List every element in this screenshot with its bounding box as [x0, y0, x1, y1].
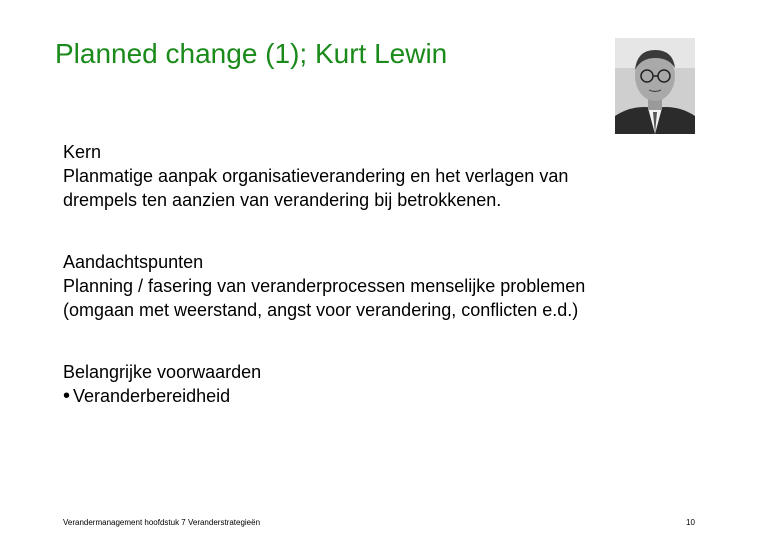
section-heading: Kern [63, 142, 102, 162]
page-number: 10 [686, 518, 695, 527]
section-voorwaarden [63, 360, 703, 408]
section-line: (omgaan met weerstand, angst voor verandering, conflicten e.d.) [63, 300, 579, 320]
portrait-image [615, 38, 695, 134]
section-heading: Belangrijke voorwaarden [63, 362, 262, 382]
section-line: Planmatige aanpak organisatieverandering en het verlagen van [63, 166, 569, 186]
section-heading: Aandachtspunten [63, 252, 204, 272]
slide-title: Planned change (1); Kurt Lewin [55, 38, 448, 69]
section-line: Planning / fasering van veranderprocessen menselijke problemen [63, 276, 586, 296]
portrait-photo [615, 38, 695, 134]
section-line: drempels ten aanzien van verandering bij betrokkenen. [63, 190, 502, 210]
section-kern [63, 140, 663, 212]
bullet-text: Veranderbereidheid [73, 386, 231, 406]
bullet-item [63, 384, 703, 408]
section-aandachtspunten [63, 250, 703, 322]
bullet-icon: • [63, 385, 71, 407]
footer-text: Verandermanagement hoofdstuk 7 Veranderstrategieën [63, 518, 261, 527]
